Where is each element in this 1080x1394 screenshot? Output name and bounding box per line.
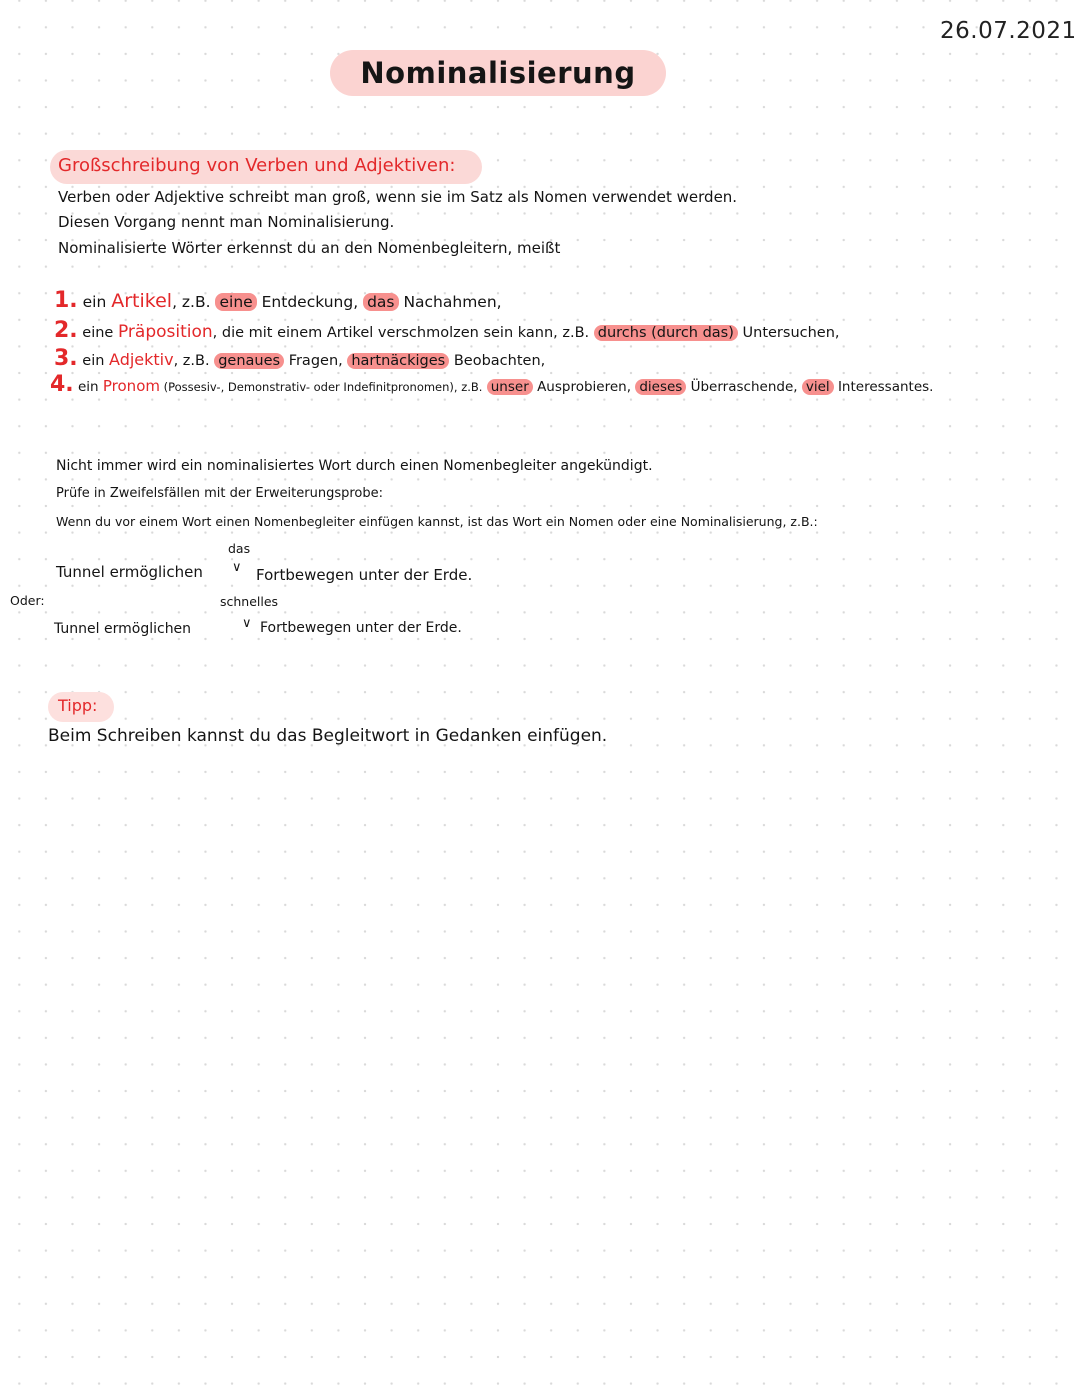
example-word: Untersuchen, bbox=[742, 325, 840, 341]
list-lead: ein bbox=[77, 379, 99, 395]
section-heading: Großschreibung von Verben und Adjektiven: bbox=[58, 155, 456, 176]
list-item bbox=[54, 318, 840, 343]
example-word: Ausprobieren, bbox=[537, 379, 632, 395]
list-number: 2. bbox=[54, 318, 78, 343]
highlight-word: genaues bbox=[214, 353, 284, 369]
highlight-word: unser bbox=[487, 379, 533, 395]
list-item bbox=[50, 372, 933, 397]
insert-arrow-icon: ∨ bbox=[232, 560, 242, 575]
list-lead: ein bbox=[82, 353, 105, 369]
example-word: Beobachten, bbox=[453, 353, 546, 369]
list-rest: (Possesiv-, Demonstrativ- oder Indefinitpronomen), z.B. bbox=[159, 380, 483, 394]
tipp-label: Tipp: bbox=[58, 696, 98, 715]
list-type: Adjektiv bbox=[109, 350, 174, 369]
list-rest: , die mit einem Artikel verschmolzen sein kann, z.B. bbox=[212, 325, 590, 341]
note-date: 26.07.2021 bbox=[940, 18, 1077, 44]
highlight-word: dieses bbox=[635, 379, 686, 395]
highlight-word: das bbox=[363, 293, 398, 311]
list-type: Präposition bbox=[117, 322, 213, 342]
inserted-article: das bbox=[228, 541, 251, 556]
list-lead: ein bbox=[82, 293, 107, 311]
intro-line: Diesen Vorgang nennt man Nominalisierung. bbox=[58, 213, 395, 231]
example-word: Fragen, bbox=[288, 353, 343, 369]
inserted-adjective: schnelles bbox=[220, 594, 279, 609]
example-word: Überraschende, bbox=[690, 379, 798, 395]
list-item bbox=[54, 346, 545, 371]
page-title: Nominalisierung bbox=[360, 56, 636, 90]
highlight-word: eine bbox=[215, 293, 256, 311]
oder-label: Oder: bbox=[10, 593, 45, 608]
example-right: Fortbewegen unter der Erde. bbox=[256, 566, 473, 584]
list-rest: , z.B. bbox=[173, 353, 210, 369]
highlight-word: hartnäckiges bbox=[347, 353, 449, 369]
insert-arrow-icon: ∨ bbox=[242, 616, 252, 631]
note-line: Nicht immer wird ein nominalisiertes Wort durch einen Nomenbegleiter angekündigt. bbox=[56, 458, 653, 474]
intro-line: Verben oder Adjektive schreibt man groß, wenn sie im Satz als Nomen verwendet werden. bbox=[58, 188, 738, 206]
list-number: 3. bbox=[54, 346, 78, 371]
note-line: Wenn du vor einem Wort einen Nomenbegleiter einfügen kannst, ist das Wort ein Nomen oder eine Nominalisierung, z.B.: bbox=[56, 514, 818, 529]
list-number: 1. bbox=[54, 288, 78, 313]
note-line: Prüfe in Zweifelsfällen mit der Erweiterungsprobe: bbox=[56, 486, 383, 501]
list-lead: eine bbox=[82, 325, 114, 341]
example-right: Fortbewegen unter der Erde. bbox=[260, 620, 462, 636]
intro-line: Nominalisierte Wörter erkennst du an den Nomenbegleitern, meißt bbox=[58, 239, 561, 257]
list-rest: , z.B. bbox=[172, 293, 211, 311]
example-word: Nachahmen, bbox=[403, 293, 502, 311]
example-word: Entdeckung, bbox=[261, 293, 359, 311]
example-left: Tunnel ermöglichen bbox=[56, 563, 203, 581]
tipp-text: Beim Schreiben kannst du das Begleitwort in Gedanken einfügen. bbox=[48, 726, 608, 746]
list-type: Artikel bbox=[111, 290, 173, 312]
list-type: Pronom bbox=[102, 377, 160, 395]
example-left: Tunnel ermöglichen bbox=[54, 621, 192, 637]
highlight-word: viel bbox=[802, 379, 834, 395]
list-number: 4. bbox=[50, 372, 74, 397]
list-item bbox=[54, 288, 502, 313]
highlight-word: durchs (durch das) bbox=[594, 325, 738, 341]
example-word: Interessantes. bbox=[837, 379, 934, 395]
